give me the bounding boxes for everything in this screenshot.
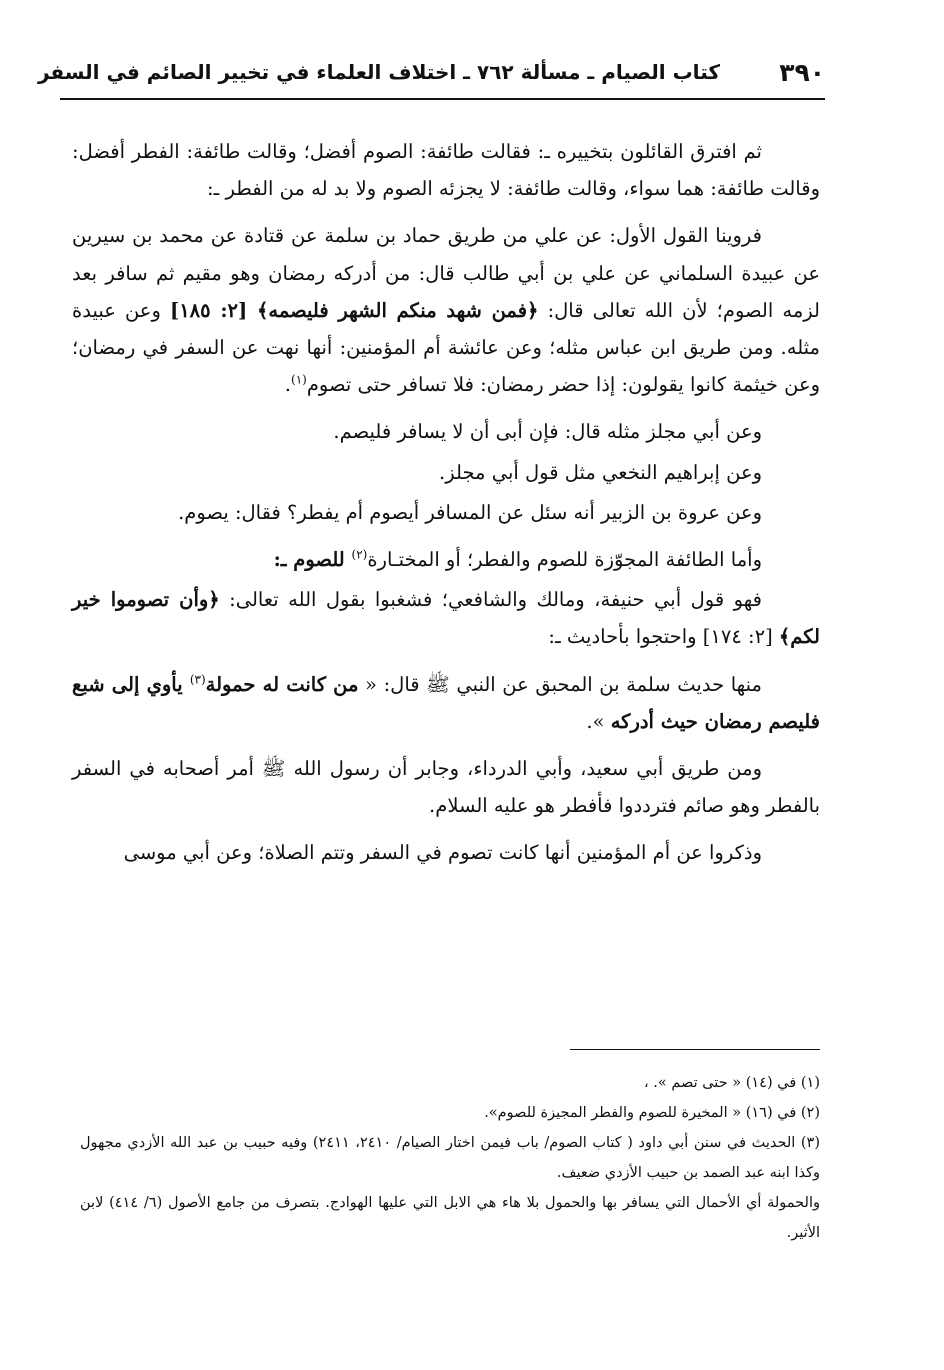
paragraph-8 (72, 666, 820, 740)
footnote-2: (٢) في (١٦) « المخيرة للصوم والفطر المجيزة للصوم». (484, 1105, 820, 1121)
paragraph-2-end: . (284, 373, 291, 397)
footnote-ref-3: (٣) (189, 672, 206, 687)
quran-quote-2: ﴿وأن تصوموا خير لكم﴾ (72, 588, 820, 649)
paragraph-7-text-a: فهو قول أبي حنيفة، ومالك والشافعي؛ فشغبوا بقول الله تعالى: (219, 588, 762, 612)
footnote-3-continuation: والحمولة أي الأحمال التي يسافر بها والحمول بلا هاء هي الابل التي عليها الهوادج. بتصرف من جامع الأصول (٦/ ٤١٤) لابن الأثير. (80, 1195, 820, 1241)
footnote-ref-2: (٢) (351, 547, 368, 562)
paragraph-6-text-b: للصوم ـ: (273, 548, 352, 572)
footnote-ref-1: (١) (291, 372, 307, 387)
paragraph-4: وعن إبراهيم النخعي مثل قول أبي مجلز. (439, 460, 762, 484)
paragraph-8-text-a: منها حديث سلمة بن المحبق عن النبي ﷺ قال: « (358, 672, 762, 696)
paragraph-3: وعن أبي مجلز مثله قال: فإن أبى أن لا يسافر فليصم. (333, 420, 762, 444)
paragraph-6 (72, 541, 820, 578)
page-header (37, 52, 825, 100)
paragraph-2 (72, 217, 820, 403)
paragraph-2-text-b: وعن عبيدة مثله. ومن طريق ابن عباس مثله؛ وعن عائشة أم المؤمنين: أنها نهت عن السفر في رمضان؛ وعن خيثمة كانوا يقولون: إذا حضر رمضان: فلا تسافر حتى تصوم (72, 298, 820, 397)
running-title: كتاب الصيام ـ مسألة ٧٦٢ ـ اختلاف العلماء في تخيير الصائم في السفر (37, 60, 720, 84)
hadith-quote-part-2: يأوي إلى شبع فليصم رمضان حيث أدركه (72, 672, 820, 733)
hadith-quote-part-1: من كانت له حمولة (205, 672, 359, 696)
paragraph-8-text-b: ». (586, 709, 611, 733)
paragraph-7-text-b: [٢: ١٧٤] واحتجوا بأحاديث ـ: (548, 625, 779, 649)
footnotes (80, 1068, 820, 1248)
paragraph-6-text-a: وأما الطائفة المجوّزة للصوم والفطر؛ أو المختـارة (367, 548, 762, 572)
footnote-rule (570, 1049, 820, 1050)
paragraph-7 (72, 581, 820, 655)
footnote-1: (١) في (١٤) « حتى تصم ». ، (643, 1075, 820, 1091)
paragraph-9: ومن طريق أبي سعيد، وأبي الدرداء، وجابر أن رسول الله ﷺ أمر أصحابه في السفر بالفطر وهو صائم فترددوا فأفطر هو عليه السلام. (72, 757, 820, 818)
paragraph-10: وذكروا عن أم المؤمنين أنها كانت تصوم في السفر وتتم الصلاة؛ وعن أبي موسى (123, 841, 762, 865)
paragraph-5: وعن عروة بن الزبير أنه سئل عن المسافر أيصوم أم يفطر؟ فقال: يصوم. (178, 500, 762, 524)
footnote-3: (٣) الحديث في سنن أبي داود ( كتاب الصوم/ باب فيمن اختار الصيام/ ٢٤١٠، ٢٤١١) وفيه حبيب بن عبد الله الأزدي مجهول وكذا ابنه عبد الصمد بن حبيب الأزدي ضعيف. (80, 1135, 820, 1181)
paragraph-2-text-a: فروينا القول الأول: عن علي من طريق حماد بن سلمة عن قتادة عن محمد بن سيرين عن عبيدة السلماني عن علي بن أبي طالب قال: من أدركه رمضان وهو مقيم ثم سافر بعد لزمه الصوم؛ لأن الله تعالى قال: (72, 224, 821, 322)
main-text (72, 133, 820, 882)
paragraph-1: ثم افترق القائلون بتخييره ـ: فقالت طائفة: الصوم أفضل؛ وقالت طائفة: الفطر أفضل: وقالت طائفة: هما سواء، وقالت طائفة: لا يجزئه الصوم ولا بد له من الفطر ـ: (72, 140, 820, 201)
header-rule (60, 98, 825, 100)
quran-quote-1: ﴿فمن شهد منكم الشهر فليصمه﴾ [٢: ١٨٥] (169, 298, 539, 322)
page-number: ٣٩٠ (779, 58, 825, 87)
